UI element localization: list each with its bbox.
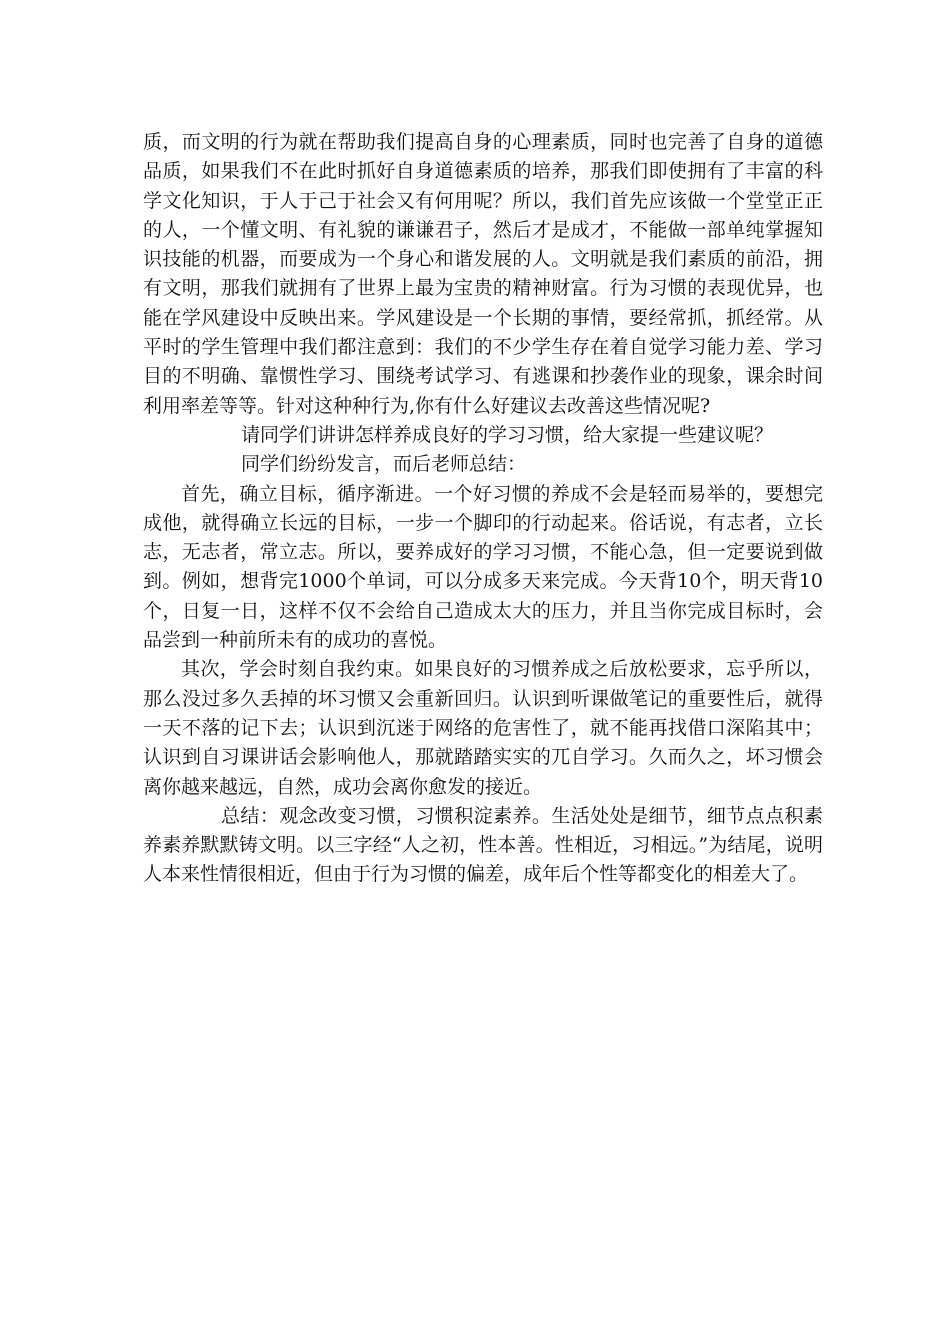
paragraph-summary: 总结：观念改变习惯，习惯积淀素养。生活处处是细节，细节点点积素养素养默默铸文明。以三字经“人之初，性本善。性相近，习相远。”为结尾，说明人本来性情很相近，但由于行为习惯的偏差，成年后个性等都变化的相差大了。 [143,804,823,886]
paragraph-first-point: 首先，确立目标，循序渐进。一个好习惯的养成不会是轻而易举的，要想完成他，就得确立长远的目标，一步一个脚印的行动起来。俗话说，有志者，立长志，无志者，常立志。所以，要养成好的学习习惯，不能心急，但一定要说到做到。例如，想背完1000个单词，可以分成多天来完成。今天背10个，明天背10个，日复一日，这样不仅不会给自己造成太大的压力，并且当你完成目标时，会品尝到一种前所未有的成功的喜悦。 [143,482,823,652]
document-body [143,128,823,890]
paragraph-second-point: 其次，学会时刻自我约束。如果良好的习惯养成之后放松要求，忘乎所以，那么没过多久丢掉的坏习惯又会重新回归。认识到听课做笔记的重要性后，就得一天不落的记下去；认识到沉迷于网络的危害性了，就不能再找借口深陷其中；认识到自习课讲话会影响他人，那就踏踏实实的兀自学习。久而久之，坏习惯会离你越来越远，自然，成功会离你愈发的接近。 [143,658,823,798]
paragraph-question: 请同学们讲讲怎样养成良好的学习习惯，给大家提一些建议呢？ [241,423,774,446]
paragraph-discussion: 同学们纷纷发言，而后老师总结： [241,453,527,476]
paragraph-civility: 质，而文明的行为就在帮助我们提高自身的心理素质，同时也完善了自身的道德品质，如果我们不在此时抓好自身道德素质的培养，那我们即使拥有了丰富的科学文化知识，于人于己于社会又有何用呢？所以，我们首先应该做一个堂堂正正的人，一个懂文明、有礼貌的谦谦君子，然后才是成才，不能做一部单纯掌握知识技能的机器，而要成为一个身心和谐发展的人。文明就是我们素质的前沿，拥有文明，那我们就拥有了世界上最为宝贵的精神财富。行为习惯的表现优异，也能在学风建设中反映出来。学风建设是一个长期的事情，要经常抓，抓经常。从平时的学生管理中我们都注意到：我们的不少学生存在着自觉学习能力差、学习目的不明确、靠惯性学习、围绕考试学习、有逃课和抄袭作业的现象，课余时间利用率差等等。针对这种种行为,你有什么好建议去改善这些情况呢? [143,131,823,417]
